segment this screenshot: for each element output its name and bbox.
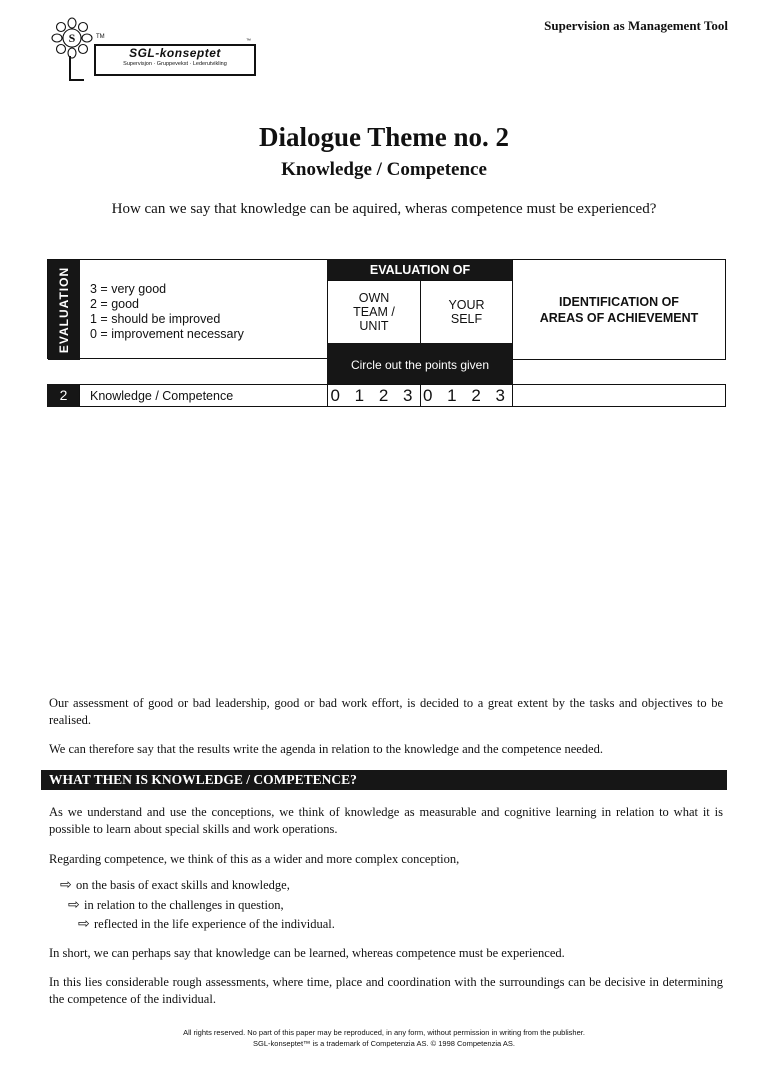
own-team-line-1: OWN: [358, 291, 390, 305]
flower-logo-icon: [46, 16, 96, 84]
bullet-item: ⇨ reflected in the life experience of the individual.: [78, 917, 335, 932]
paragraph-assessment: Our assessment of good or bad leadership, good or bad work effort, is decided to a great extent by the tasks and objectives to be realised.: [49, 696, 723, 727]
identification-line-1: IDENTIFICATION OF: [559, 295, 679, 309]
paragraph-results-agenda: We can therefore say that the results write the agenda in relation to the knowledge and the competence needed.: [49, 742, 603, 756]
identification-value[interactable]: [512, 384, 726, 407]
logo-tagline: Supervisjon · Gruppevekst · Lederutvikling: [123, 61, 227, 67]
scale-legend-cell: [47, 259, 328, 359]
paragraph-knowledge-definition: As we understand and use the conceptions, we think of knowledge as measurable and cognitive learning in relation to what it is possible to learn about special skills and work operations.: [49, 805, 723, 836]
arrow-bullet-icon: ⇨: [68, 898, 80, 913]
scale-item-1: 1 = should be improved: [90, 312, 221, 326]
circle-points-note: Circle out the points given: [327, 343, 513, 384]
scale-item-0: 0 = improvement necessary: [90, 327, 244, 341]
own-team-line-3: UNIT: [359, 319, 389, 333]
document-question: How can we say that knowledge can be aquired, wheras competence must be experienced?: [111, 201, 657, 217]
paragraph-competence-definition: Regarding competence, we think of this as a wider and more complex conception,: [49, 852, 460, 866]
logo-brand-box: [94, 44, 256, 76]
document-title: Dialogue Theme no. 2: [258, 122, 509, 152]
identification-line-2: AREAS OF ACHIEVEMENT: [539, 311, 699, 325]
arrow-bullet-icon: ⇨: [60, 878, 72, 893]
your-self-line-1: YOUR: [448, 298, 485, 312]
identification-header: [512, 259, 726, 360]
document-subtitle: Knowledge / Competence: [281, 159, 487, 180]
logo-tm-mark: TM: [96, 34, 105, 40]
points-your-self[interactable]: 0 1 2 3: [420, 384, 513, 407]
scale-item-2: 2 = good: [90, 297, 140, 311]
section-heading: WHAT THEN IS KNOWLEDGE / COMPETENCE?: [41, 770, 727, 790]
bullet-item: ⇨ on the basis of exact skills and knowledge,: [60, 878, 290, 893]
header-title: Supervision as Management Tool: [544, 18, 728, 33]
footer-trademark: SGL-konseptet™ is a trademark of Competenzia AS. © 1998 Competenzia AS.: [253, 1039, 515, 1048]
paragraph-in-short: In short, we can perhaps say that knowledge can be learned, whereas competence must be experienced.: [49, 946, 565, 960]
logo-brand-name: SGL-konseptet: [129, 46, 221, 60]
your-self-line-2: SELF: [450, 312, 483, 326]
arrow-bullet-icon: ⇨: [78, 917, 90, 932]
row-number: 2: [47, 384, 80, 407]
logo-tm-small: ™: [246, 38, 251, 44]
evaluation-table: [47, 259, 726, 409]
own-team-unit-header: [327, 280, 421, 344]
points-own-team[interactable]: 0 1 2 3: [327, 384, 421, 407]
your-self-header: [420, 280, 513, 344]
evaluation-of-header: EVALUATION OF: [327, 259, 513, 281]
own-team-line-2: TEAM /: [353, 305, 395, 319]
row-label: Knowledge / Competence: [79, 384, 328, 407]
company-logo: [46, 16, 256, 84]
evaluation-side-label: EVALUATION: [48, 260, 80, 360]
svg-text:S: S: [68, 31, 76, 45]
bullet-item: ⇨ in relation to the challenges in question,: [68, 898, 284, 913]
footer-rights: All rights reserved. No part of this paper may be reproduced, in any form, without permission in writing from the publisher.: [183, 1028, 585, 1037]
paragraph-rough-assessments: In this lies considerable rough assessments, where time, place and coordination with the surroundings can be decisive in determining the competence of the individual.: [49, 975, 723, 1006]
scale-item-3: 3 = very good: [90, 282, 167, 296]
